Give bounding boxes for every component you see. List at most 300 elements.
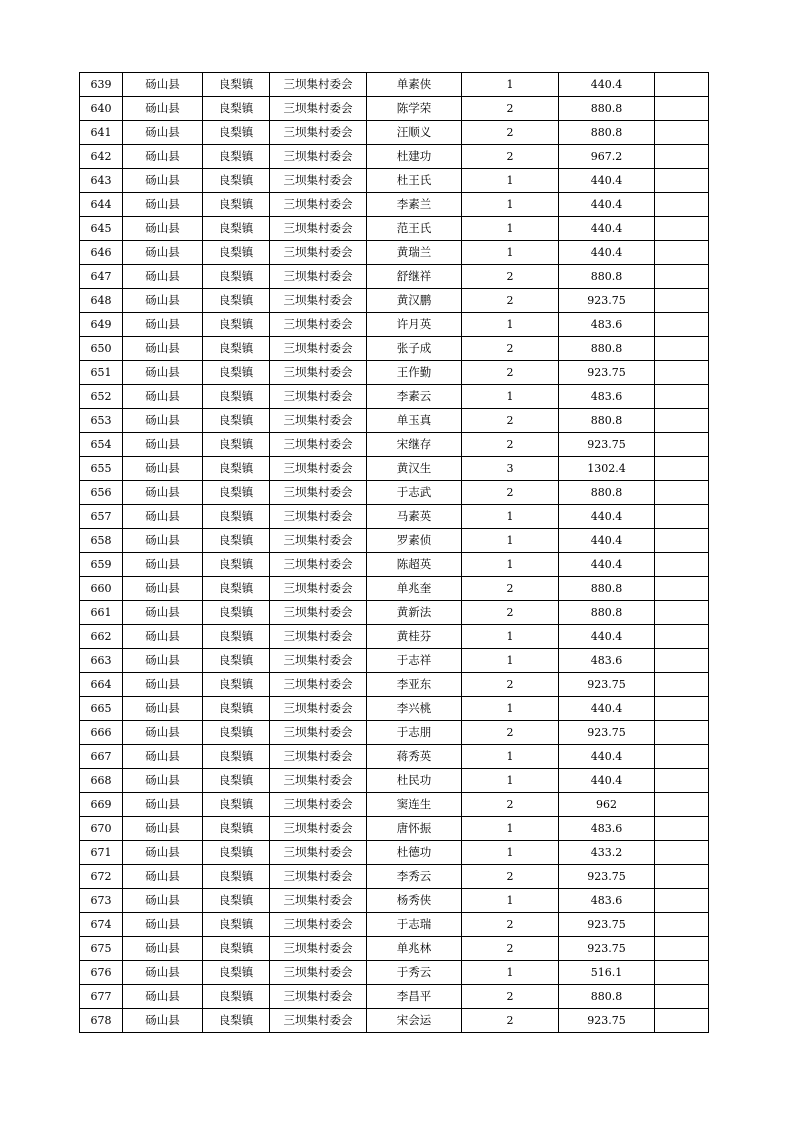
table-row	[80, 577, 709, 601]
cell-county: 砀山县	[123, 721, 203, 745]
table-row	[80, 961, 709, 985]
cell-count: 2	[462, 361, 559, 385]
cell-county: 砀山县	[123, 553, 203, 577]
cell-note	[655, 145, 709, 169]
cell-village: 三坝集村委会	[270, 433, 367, 457]
cell-seq: 653	[80, 409, 123, 433]
cell-name: 宋会运	[367, 1009, 462, 1033]
cell-seq: 654	[80, 433, 123, 457]
cell-name: 单素侠	[367, 73, 462, 97]
cell-village: 三坝集村委会	[270, 673, 367, 697]
cell-town: 良梨镇	[203, 409, 270, 433]
cell-county: 砀山县	[123, 217, 203, 241]
cell-county: 砀山县	[123, 649, 203, 673]
cell-county: 砀山县	[123, 265, 203, 289]
cell-name: 于秀云	[367, 961, 462, 985]
cell-count: 1	[462, 553, 559, 577]
cell-town: 良梨镇	[203, 337, 270, 361]
cell-name: 单玉真	[367, 409, 462, 433]
cell-note	[655, 265, 709, 289]
cell-note	[655, 73, 709, 97]
cell-name: 马素英	[367, 505, 462, 529]
table-row	[80, 1009, 709, 1033]
cell-note	[655, 625, 709, 649]
cell-amount: 880.8	[559, 409, 655, 433]
cell-county: 砀山县	[123, 769, 203, 793]
cell-village: 三坝集村委会	[270, 793, 367, 817]
cell-county: 砀山县	[123, 313, 203, 337]
cell-town: 良梨镇	[203, 745, 270, 769]
cell-note	[655, 1009, 709, 1033]
cell-village: 三坝集村委会	[270, 97, 367, 121]
cell-amount: 923.75	[559, 913, 655, 937]
table-row	[80, 457, 709, 481]
cell-count: 2	[462, 265, 559, 289]
cell-amount: 923.75	[559, 937, 655, 961]
cell-amount: 962	[559, 793, 655, 817]
cell-seq: 674	[80, 913, 123, 937]
cell-count: 2	[462, 577, 559, 601]
cell-seq: 649	[80, 313, 123, 337]
cell-count: 1	[462, 769, 559, 793]
cell-seq: 676	[80, 961, 123, 985]
table-row	[80, 841, 709, 865]
table-row	[80, 505, 709, 529]
cell-count: 1	[462, 889, 559, 913]
cell-name: 于志朋	[367, 721, 462, 745]
cell-count: 2	[462, 433, 559, 457]
cell-seq: 664	[80, 673, 123, 697]
cell-village: 三坝集村委会	[270, 961, 367, 985]
cell-village: 三坝集村委会	[270, 289, 367, 313]
cell-amount: 440.4	[559, 241, 655, 265]
cell-name: 陈超英	[367, 553, 462, 577]
table-row	[80, 121, 709, 145]
cell-county: 砀山县	[123, 145, 203, 169]
table-row	[80, 265, 709, 289]
cell-amount: 440.4	[559, 169, 655, 193]
cell-amount: 880.8	[559, 985, 655, 1009]
cell-seq: 666	[80, 721, 123, 745]
cell-village: 三坝集村委会	[270, 841, 367, 865]
cell-note	[655, 169, 709, 193]
cell-amount: 483.6	[559, 817, 655, 841]
cell-amount: 880.8	[559, 265, 655, 289]
cell-amount: 440.4	[559, 505, 655, 529]
cell-note	[655, 769, 709, 793]
table-row	[80, 289, 709, 313]
cell-town: 良梨镇	[203, 241, 270, 265]
cell-seq: 658	[80, 529, 123, 553]
cell-name: 范王氏	[367, 217, 462, 241]
cell-count: 1	[462, 841, 559, 865]
cell-amount: 440.4	[559, 553, 655, 577]
cell-town: 良梨镇	[203, 769, 270, 793]
cell-note	[655, 697, 709, 721]
cell-note	[655, 889, 709, 913]
cell-name: 许月英	[367, 313, 462, 337]
table-row	[80, 673, 709, 697]
cell-county: 砀山县	[123, 481, 203, 505]
cell-note	[655, 865, 709, 889]
cell-village: 三坝集村委会	[270, 121, 367, 145]
cell-seq: 671	[80, 841, 123, 865]
cell-note	[655, 601, 709, 625]
cell-town: 良梨镇	[203, 937, 270, 961]
cell-amount: 483.6	[559, 313, 655, 337]
cell-amount: 880.8	[559, 601, 655, 625]
cell-count: 2	[462, 481, 559, 505]
cell-note	[655, 193, 709, 217]
cell-name: 黄新法	[367, 601, 462, 625]
cell-county: 砀山县	[123, 889, 203, 913]
cell-village: 三坝集村委会	[270, 937, 367, 961]
cell-count: 2	[462, 97, 559, 121]
cell-county: 砀山县	[123, 337, 203, 361]
cell-town: 良梨镇	[203, 313, 270, 337]
cell-count: 2	[462, 289, 559, 313]
records-body	[80, 73, 709, 1033]
cell-amount: 440.4	[559, 217, 655, 241]
cell-county: 砀山县	[123, 169, 203, 193]
table-row	[80, 865, 709, 889]
cell-village: 三坝集村委会	[270, 601, 367, 625]
cell-county: 砀山县	[123, 745, 203, 769]
cell-county: 砀山县	[123, 97, 203, 121]
cell-town: 良梨镇	[203, 289, 270, 313]
cell-village: 三坝集村委会	[270, 409, 367, 433]
cell-seq: 669	[80, 793, 123, 817]
cell-name: 张子成	[367, 337, 462, 361]
cell-name: 黄桂芬	[367, 625, 462, 649]
cell-seq: 673	[80, 889, 123, 913]
cell-seq: 643	[80, 169, 123, 193]
cell-note	[655, 721, 709, 745]
cell-amount: 440.4	[559, 73, 655, 97]
cell-name: 杜民功	[367, 769, 462, 793]
cell-village: 三坝集村委会	[270, 769, 367, 793]
cell-seq: 647	[80, 265, 123, 289]
cell-note	[655, 289, 709, 313]
cell-seq: 670	[80, 817, 123, 841]
cell-name: 黄汉鹏	[367, 289, 462, 313]
cell-amount: 440.4	[559, 697, 655, 721]
cell-town: 良梨镇	[203, 145, 270, 169]
cell-town: 良梨镇	[203, 265, 270, 289]
cell-name: 汪顺义	[367, 121, 462, 145]
cell-seq: 663	[80, 649, 123, 673]
cell-town: 良梨镇	[203, 1009, 270, 1033]
cell-amount: 440.4	[559, 769, 655, 793]
cell-seq: 667	[80, 745, 123, 769]
cell-name: 杜德功	[367, 841, 462, 865]
cell-county: 砀山县	[123, 673, 203, 697]
cell-town: 良梨镇	[203, 385, 270, 409]
cell-note	[655, 457, 709, 481]
table-row	[80, 193, 709, 217]
cell-village: 三坝集村委会	[270, 385, 367, 409]
cell-town: 良梨镇	[203, 865, 270, 889]
cell-town: 良梨镇	[203, 697, 270, 721]
cell-seq: 678	[80, 1009, 123, 1033]
cell-county: 砀山县	[123, 1009, 203, 1033]
cell-village: 三坝集村委会	[270, 145, 367, 169]
cell-village: 三坝集村委会	[270, 865, 367, 889]
cell-count: 3	[462, 457, 559, 481]
cell-count: 1	[462, 817, 559, 841]
cell-amount: 1302.4	[559, 457, 655, 481]
cell-town: 良梨镇	[203, 841, 270, 865]
table-row	[80, 313, 709, 337]
cell-village: 三坝集村委会	[270, 481, 367, 505]
cell-county: 砀山县	[123, 577, 203, 601]
cell-county: 砀山县	[123, 697, 203, 721]
cell-name: 唐怀振	[367, 817, 462, 841]
cell-town: 良梨镇	[203, 649, 270, 673]
cell-town: 良梨镇	[203, 961, 270, 985]
cell-county: 砀山县	[123, 409, 203, 433]
cell-town: 良梨镇	[203, 985, 270, 1009]
cell-town: 良梨镇	[203, 721, 270, 745]
cell-count: 2	[462, 673, 559, 697]
cell-name: 李昌平	[367, 985, 462, 1009]
cell-village: 三坝集村委会	[270, 169, 367, 193]
cell-county: 砀山县	[123, 841, 203, 865]
cell-amount: 516.1	[559, 961, 655, 985]
cell-count: 1	[462, 529, 559, 553]
cell-town: 良梨镇	[203, 481, 270, 505]
cell-count: 1	[462, 313, 559, 337]
cell-amount: 440.4	[559, 193, 655, 217]
cell-village: 三坝集村委会	[270, 73, 367, 97]
table-row	[80, 145, 709, 169]
cell-village: 三坝集村委会	[270, 1009, 367, 1033]
cell-name: 李素兰	[367, 193, 462, 217]
cell-note	[655, 481, 709, 505]
cell-note	[655, 97, 709, 121]
cell-village: 三坝集村委会	[270, 313, 367, 337]
cell-county: 砀山县	[123, 433, 203, 457]
cell-county: 砀山县	[123, 361, 203, 385]
cell-town: 良梨镇	[203, 433, 270, 457]
table-row	[80, 385, 709, 409]
cell-county: 砀山县	[123, 817, 203, 841]
table-row	[80, 481, 709, 505]
cell-count: 2	[462, 865, 559, 889]
cell-county: 砀山县	[123, 457, 203, 481]
cell-seq: 672	[80, 865, 123, 889]
cell-town: 良梨镇	[203, 169, 270, 193]
cell-note	[655, 577, 709, 601]
table-row	[80, 649, 709, 673]
table-row	[80, 937, 709, 961]
cell-count: 2	[462, 793, 559, 817]
cell-count: 2	[462, 145, 559, 169]
cell-amount: 440.4	[559, 625, 655, 649]
cell-seq: 662	[80, 625, 123, 649]
cell-count: 1	[462, 73, 559, 97]
cell-amount: 440.4	[559, 745, 655, 769]
cell-note	[655, 937, 709, 961]
cell-count: 2	[462, 913, 559, 937]
cell-county: 砀山县	[123, 505, 203, 529]
cell-town: 良梨镇	[203, 553, 270, 577]
cell-seq: 644	[80, 193, 123, 217]
cell-village: 三坝集村委会	[270, 913, 367, 937]
table-row	[80, 553, 709, 577]
cell-county: 砀山县	[123, 985, 203, 1009]
cell-count: 1	[462, 625, 559, 649]
cell-amount: 923.75	[559, 673, 655, 697]
cell-town: 良梨镇	[203, 889, 270, 913]
cell-count: 1	[462, 217, 559, 241]
cell-town: 良梨镇	[203, 577, 270, 601]
cell-count: 1	[462, 697, 559, 721]
table-row	[80, 241, 709, 265]
cell-town: 良梨镇	[203, 97, 270, 121]
cell-county: 砀山县	[123, 73, 203, 97]
table-row	[80, 217, 709, 241]
cell-amount: 923.75	[559, 361, 655, 385]
cell-name: 单兆林	[367, 937, 462, 961]
cell-amount: 483.6	[559, 385, 655, 409]
cell-name: 舒继祥	[367, 265, 462, 289]
cell-town: 良梨镇	[203, 457, 270, 481]
table-row	[80, 721, 709, 745]
cell-village: 三坝集村委会	[270, 577, 367, 601]
cell-town: 良梨镇	[203, 505, 270, 529]
cell-count: 2	[462, 121, 559, 145]
cell-note	[655, 505, 709, 529]
cell-note	[655, 817, 709, 841]
cell-note	[655, 433, 709, 457]
cell-count: 2	[462, 1009, 559, 1033]
cell-amount: 923.75	[559, 865, 655, 889]
cell-name: 李亚东	[367, 673, 462, 697]
cell-seq: 651	[80, 361, 123, 385]
table-row	[80, 889, 709, 913]
table-row	[80, 73, 709, 97]
cell-count: 1	[462, 193, 559, 217]
cell-count: 2	[462, 985, 559, 1009]
cell-name: 罗素侦	[367, 529, 462, 553]
cell-village: 三坝集村委会	[270, 625, 367, 649]
cell-seq: 660	[80, 577, 123, 601]
cell-note	[655, 961, 709, 985]
cell-amount: 483.6	[559, 649, 655, 673]
cell-county: 砀山县	[123, 289, 203, 313]
cell-county: 砀山县	[123, 121, 203, 145]
cell-count: 1	[462, 505, 559, 529]
table-row	[80, 817, 709, 841]
cell-village: 三坝集村委会	[270, 649, 367, 673]
cell-count: 1	[462, 961, 559, 985]
table-row	[80, 409, 709, 433]
table-row	[80, 361, 709, 385]
cell-amount: 923.75	[559, 433, 655, 457]
cell-seq: 648	[80, 289, 123, 313]
cell-count: 1	[462, 745, 559, 769]
cell-village: 三坝集村委会	[270, 721, 367, 745]
cell-village: 三坝集村委会	[270, 241, 367, 265]
cell-village: 三坝集村委会	[270, 745, 367, 769]
cell-note	[655, 553, 709, 577]
cell-amount: 440.4	[559, 529, 655, 553]
cell-seq: 642	[80, 145, 123, 169]
cell-village: 三坝集村委会	[270, 217, 367, 241]
table-row	[80, 793, 709, 817]
cell-seq: 655	[80, 457, 123, 481]
cell-count: 1	[462, 385, 559, 409]
cell-name: 李素云	[367, 385, 462, 409]
cell-town: 良梨镇	[203, 625, 270, 649]
cell-name: 单兆奎	[367, 577, 462, 601]
cell-amount: 880.8	[559, 577, 655, 601]
cell-name: 黄瑞兰	[367, 241, 462, 265]
cell-seq: 659	[80, 553, 123, 577]
cell-amount: 880.8	[559, 337, 655, 361]
cell-village: 三坝集村委会	[270, 529, 367, 553]
table-row	[80, 913, 709, 937]
cell-name: 于志武	[367, 481, 462, 505]
cell-county: 砀山县	[123, 601, 203, 625]
cell-town: 良梨镇	[203, 193, 270, 217]
cell-note	[655, 793, 709, 817]
table-row	[80, 697, 709, 721]
cell-village: 三坝集村委会	[270, 697, 367, 721]
cell-amount: 967.2	[559, 145, 655, 169]
table-row	[80, 769, 709, 793]
cell-county: 砀山县	[123, 385, 203, 409]
cell-seq: 668	[80, 769, 123, 793]
cell-count: 2	[462, 601, 559, 625]
cell-note	[655, 841, 709, 865]
cell-village: 三坝集村委会	[270, 985, 367, 1009]
cell-county: 砀山县	[123, 961, 203, 985]
cell-town: 良梨镇	[203, 121, 270, 145]
cell-seq: 675	[80, 937, 123, 961]
cell-note	[655, 913, 709, 937]
cell-town: 良梨镇	[203, 913, 270, 937]
cell-note	[655, 985, 709, 1009]
cell-town: 良梨镇	[203, 817, 270, 841]
cell-town: 良梨镇	[203, 217, 270, 241]
cell-village: 三坝集村委会	[270, 361, 367, 385]
cell-county: 砀山县	[123, 625, 203, 649]
cell-note	[655, 649, 709, 673]
table-row	[80, 601, 709, 625]
cell-name: 于志祥	[367, 649, 462, 673]
cell-name: 于志瑞	[367, 913, 462, 937]
cell-count: 2	[462, 409, 559, 433]
cell-county: 砀山县	[123, 793, 203, 817]
table-row	[80, 529, 709, 553]
cell-town: 良梨镇	[203, 793, 270, 817]
cell-seq: 657	[80, 505, 123, 529]
cell-county: 砀山县	[123, 937, 203, 961]
cell-note	[655, 409, 709, 433]
cell-village: 三坝集村委会	[270, 817, 367, 841]
cell-town: 良梨镇	[203, 601, 270, 625]
table-row	[80, 97, 709, 121]
cell-name: 王作勤	[367, 361, 462, 385]
cell-seq: 665	[80, 697, 123, 721]
cell-amount: 433.2	[559, 841, 655, 865]
cell-note	[655, 313, 709, 337]
cell-note	[655, 361, 709, 385]
table-row	[80, 169, 709, 193]
cell-note	[655, 337, 709, 361]
